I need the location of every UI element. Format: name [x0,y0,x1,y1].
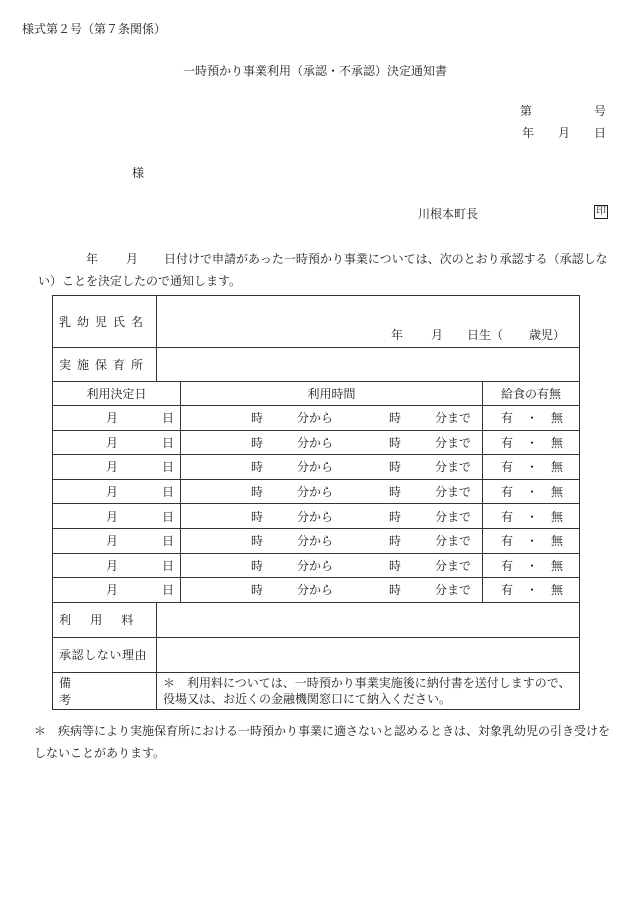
birth-day: 日生（ [466,328,503,342]
to-minute: 分まで [435,558,472,573]
number-prefix: 第 [519,104,532,118]
document-date [522,124,606,141]
meal-yes-option[interactable]: 有 [501,485,514,500]
schedule-row [53,455,580,480]
schedule-row [53,528,580,553]
meal-yes-option[interactable]: 有 [501,534,514,549]
meal-separator: ・ [526,534,539,549]
date-year: 年 [521,126,534,140]
use-time-cell[interactable] [181,578,483,603]
document-title: 一時預かり事業利用（承認・不承認）決定通知書 [182,64,447,78]
child-name-label: 乳幼児氏名 [53,296,157,348]
use-date-cell[interactable] [53,528,181,553]
meal-separator: ・ [526,411,539,426]
to-hour: 時 [389,558,402,573]
meal-no-option[interactable]: 無 [551,485,564,500]
date-month: 月 [557,126,570,140]
body-year: 年 [86,252,99,266]
date-month: 月 [105,485,118,500]
meal-cell[interactable] [483,553,580,578]
meal-no-option[interactable]: 無 [551,460,564,475]
date-day: 日 [593,126,606,140]
date-day: 日 [161,509,174,524]
date-day: 日 [161,583,174,598]
to-hour: 時 [389,534,402,549]
number-suffix: 号 [593,104,606,118]
from-minute: 分から [297,534,334,549]
to-hour: 時 [389,435,402,450]
meal-yes-option[interactable]: 有 [501,509,514,524]
reason-field[interactable] [157,637,580,672]
meal-no-option[interactable]: 無 [551,583,564,598]
from-minute: 分から [297,460,334,475]
meal-yes-option[interactable]: 有 [501,583,514,598]
facility-row [53,348,580,382]
use-time-cell[interactable] [181,430,483,455]
meal-cell[interactable] [483,455,580,480]
date-day: 日 [161,411,174,426]
body-month: 月 [126,252,139,266]
date-month: 月 [105,534,118,549]
to-minute: 分まで [435,435,472,450]
schedule-row [53,578,580,603]
from-hour: 時 [251,558,264,573]
use-time-cell[interactable] [181,528,483,553]
meal-cell[interactable] [483,406,580,431]
meal-no-option[interactable]: 無 [551,411,564,426]
use-date-cell[interactable] [53,504,181,529]
meal-separator: ・ [526,558,539,573]
meal-yes-option[interactable]: 有 [501,558,514,573]
from-minute: 分から [297,583,334,598]
meal-no-option[interactable]: 無 [551,435,564,450]
seal-mark: 印 [596,206,606,217]
meal-separator: ・ [526,485,539,500]
date-day: 日 [161,485,174,500]
meal-yes-option[interactable]: 有 [501,411,514,426]
from-hour: 時 [251,485,264,500]
to-hour: 時 [389,485,402,500]
to-hour: 時 [389,411,402,426]
use-time-cell[interactable] [181,553,483,578]
from-hour: 時 [251,534,264,549]
date-day: 日 [161,534,174,549]
to-hour: 時 [389,583,402,598]
use-time-cell[interactable] [181,455,483,480]
fee-field[interactable] [157,602,580,637]
to-minute: 分まで [435,583,472,598]
from-hour: 時 [251,583,264,598]
fee-row [53,602,580,637]
use-date-cell[interactable] [53,578,181,603]
facility-field[interactable] [157,348,580,382]
footnote: ＊ 疾病等により実施保育所における一時預かり事業に適さないと認めるときは、対象乳幼児の引き受けをしないことがあります。 [34,724,611,760]
from-hour: 時 [251,435,264,450]
reason-row [53,637,580,672]
meal-separator: ・ [526,460,539,475]
to-minute: 分まで [435,411,472,426]
from-minute: 分から [297,485,334,500]
reason-label: 承認しない理由 [53,637,157,672]
use-time-cell[interactable] [181,479,483,504]
issuer-name: 川根本町長 [418,207,479,221]
use-time-cell[interactable] [181,406,483,431]
remarks-text: ＊ 利用料については、一時預かり事業実施後に納付書を送付しますので、役場又は、お近くの金融機関窓口にて納入ください。 [157,672,580,709]
child-name-field[interactable] [157,296,580,348]
col-time-header: 利用時間 [181,382,483,406]
meal-no-option[interactable]: 無 [551,509,564,524]
schedule-row [53,430,580,455]
date-month: 月 [105,558,118,573]
to-minute: 分まで [435,534,472,549]
use-date-cell[interactable] [53,455,181,480]
col-meal-header: 給食の有無 [483,382,580,406]
to-hour: 時 [389,509,402,524]
meal-cell[interactable] [483,430,580,455]
from-hour: 時 [251,411,264,426]
meal-cell[interactable] [483,479,580,504]
schedule-rows [53,406,580,603]
meal-yes-option[interactable]: 有 [501,435,514,450]
from-minute: 分から [297,411,334,426]
date-day: 日 [161,558,174,573]
remarks-row [53,672,580,709]
document-number [520,102,606,119]
date-day: 日 [161,435,174,450]
meal-cell[interactable] [483,504,580,529]
meal-cell[interactable] [483,578,580,603]
to-hour: 時 [389,460,402,475]
date-month: 月 [105,509,118,524]
from-minute: 分から [297,558,334,573]
schedule-row [53,406,580,431]
use-date-cell[interactable] [53,553,181,578]
use-time-cell[interactable] [181,504,483,529]
decision-table [52,295,580,710]
birth-year: 年 [390,328,403,342]
col-date-header: 利用決定日 [53,382,181,406]
addressee-suffix: 様 [132,166,145,180]
schedule-row [53,553,580,578]
notice-body [38,248,610,292]
date-month: 月 [105,460,118,475]
meal-no-option[interactable]: 無 [551,558,564,573]
meal-separator: ・ [526,435,539,450]
remarks-label: 備考 [53,672,157,709]
to-minute: 分まで [435,460,472,475]
use-date-cell[interactable] [53,479,181,504]
age-suffix: 歳児） [529,328,566,342]
from-minute: 分から [297,509,334,524]
to-minute: 分まで [435,485,472,500]
from-hour: 時 [251,509,264,524]
date-month: 月 [105,583,118,598]
meal-separator: ・ [526,583,539,598]
meal-yes-option[interactable]: 有 [501,460,514,475]
from-hour: 時 [251,460,264,475]
body-text: 日付けで申請があった一時預かり事業については、次のとおり承認する（承認しない）ことを決定したので通知します。 [38,252,608,288]
use-date-cell[interactable] [53,430,181,455]
to-minute: 分まで [435,509,472,524]
schedule-row [53,479,580,504]
date-month: 月 [105,435,118,450]
meal-cell[interactable] [483,528,580,553]
use-date-cell[interactable] [53,406,181,431]
table-header-row [53,382,580,406]
date-month: 月 [105,411,118,426]
fee-label: 利用料 [53,602,157,637]
birth-month: 月 [430,328,443,342]
from-minute: 分から [297,435,334,450]
meal-no-option[interactable]: 無 [551,534,564,549]
schedule-row [53,504,580,529]
child-name-row [53,296,580,348]
facility-label: 実施保育所 [53,348,157,382]
form-number: 様式第２号（第７条関係） [22,22,167,36]
meal-separator: ・ [526,509,539,524]
date-day: 日 [161,460,174,475]
birth-date [157,326,579,343]
